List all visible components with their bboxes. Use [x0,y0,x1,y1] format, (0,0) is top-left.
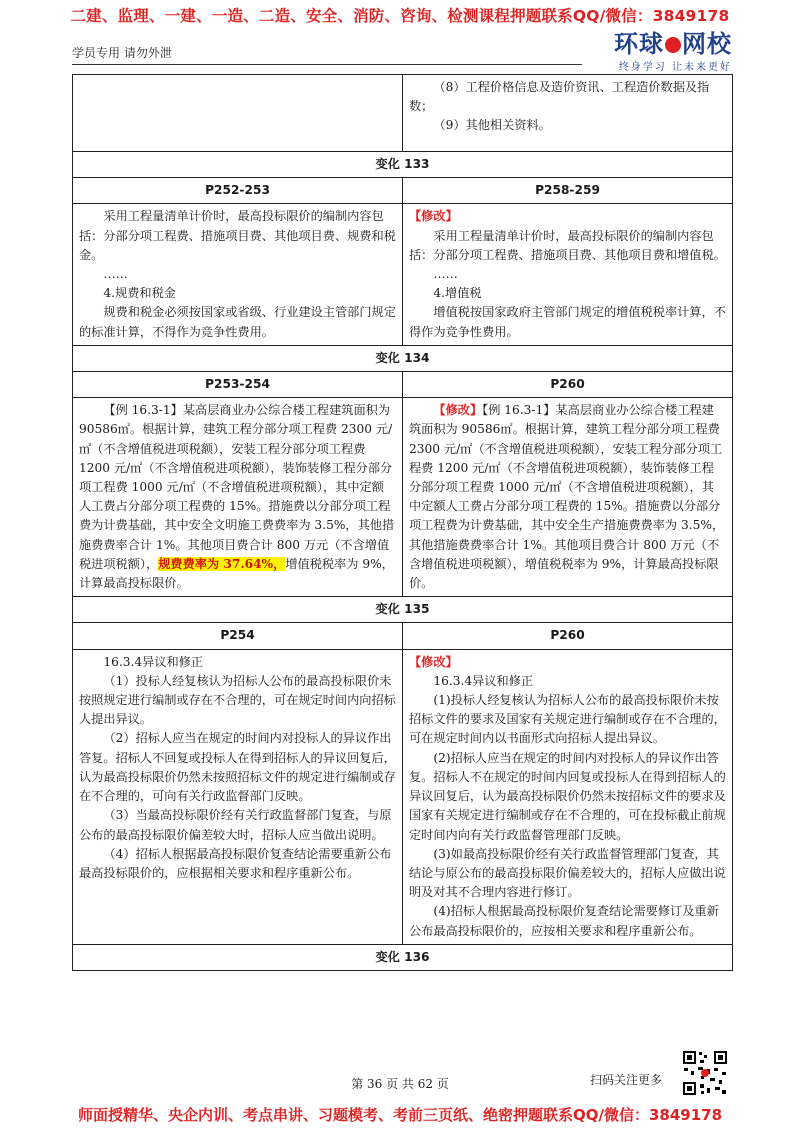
new-page-ref: P260 [403,372,733,398]
logo-wordmark [582,30,732,58]
paragraph: 规费和税金必须按国家或省级、行业建设主管部门规定的标准计算，不得作为竞争性费用。 [79,305,396,339]
table-row [73,75,733,152]
page-ref-row [73,178,733,204]
modify-tag [409,207,726,226]
paragraph: 采用工程量清单计价时，最高投标限价的编制内容包括：分部分项工程费、措施项目费、其他项目费和增值税。 [409,228,726,262]
highlighted-text: 规费费率为 37.64%， [158,556,286,571]
change-title-row [73,152,733,178]
change-title: 变化 133 [73,152,733,178]
example-text: 【例 16.3-1】某高层商业办公综合楼工程建筑面积为 90586㎡。根据计算，建筑工程分部分项工程费 2300 元/㎡（不含增值税进项税额），安装工程分部分项工程费 1200 元/㎡（不含增值税进项税额），装饰装修工程分部分项工程费 1000 元/㎡（不含增值税进项税额），其中定额人工费占分部分项工程费的 15%。措施费以分部分项工程费为计费基础，其中安全生产措施费费率为 3.5%，其他措施费费率合计 1%。其他项目费合计 800 万元（不含增值税进项税额），增值税税率为 9%，计算最高投标限价。 [409,403,725,591]
logo-dot-icon [665,37,681,53]
new-content [403,649,733,944]
paragraph: …… [103,267,128,282]
old-content [73,649,403,944]
paragraph: (4)招标人根据最高投标限价复查结论需要修订及重新公布最高投标限价的，应按相关要求和程序重新公布。 [409,904,719,938]
logo-text-a: 环球 [614,30,664,58]
top-banner: 二建、监理、一建、一造、二造、安全、消防、咨询、检测课程押题联系QQ/微信：3849178 [70,7,730,25]
table-row [73,649,733,944]
new-content [403,398,733,597]
modify-label: 【修改】 [409,209,458,224]
comparison-table [72,74,733,971]
page-number: 第 36 页 共 62 页 [351,1077,449,1091]
new-page-ref: P258-259 [403,178,733,204]
change-title: 变化 134 [73,345,733,371]
paragraph: (3)如最高投标限价经有关行政监督管理部门复查，其结论与原公布的最高投标限价偏差较大的，招标人应做出说明及对其不合理内容进行修订。 [409,846,726,900]
paragraph: （4）招标人根据最高投标限价复查结论需要重新公布最高投标限价的，应根据相关要求和程序重新公布。 [79,846,392,880]
logo-slogan: 终身学习 让未来更好 [618,62,732,73]
school-logo [582,30,732,73]
paragraph: 采用工程量清单计价时，最高投标限价的编制内容包括：分部分项工程费、措施项目费、其他项目费、规费和税金。 [79,209,396,262]
example-text: 【例 16.3-1】某高层商业办公综合楼工程建筑面积为 90586㎡。根据计算，建筑工程分部分项工程费 2300 元/㎡（不含增值税进项税额），安装工程分部分项工程费 1200 元/㎡（不含增值税进项税额），装饰装修工程分部分项工程费 1000 元/㎡（不含增值税进项税额），其中定额人工费占分部分项工程费的 15%。措施费以分部分项工程费为计费基础，其中安全文明施工费费率为 3.5%，其他措施费费率合计 1%。其他项目费合计 800 万元（不含增值税进项税额）， [79,403,395,571]
paragraph: …… [433,267,458,282]
change-title: 变化 135 [73,597,733,623]
paragraph: （1）投标人经复核认为招标人公布的最高投标限价未按照规定进行编制或存在不合理的，可在规定时间内向招标人提出异议。 [79,673,396,727]
paragraph: （3）当最高投标限价经有关行政监督部门复查，与原公布的最高投标限价偏差较大时，招标人应当做出说明。 [79,808,392,842]
modify-label: 【修改】 [433,403,483,418]
paragraph: 增值税按国家政府主管部门规定的增值税税率计算，不得作为竞争性费用。 [409,305,726,339]
paragraph: 4.增值税 [433,286,482,301]
paragraph [409,401,726,593]
old-page-ref: P253-254 [73,372,403,398]
page-ref-row [73,623,733,649]
page-ref-row [73,372,733,398]
scan-hint: 扫码关注更多 [590,1073,663,1087]
prev-cell-right [403,75,733,152]
paragraph: (1)投标人经复核认为招标人公布的最高投标限价未按招标文件的要求及国家有关规定进行编制或存在不合理的，可在规定时间内以书面形式向招标人提出异议。 [409,693,726,746]
paragraph [79,401,396,593]
paragraph: （2）招标人应当在规定的时间内对投标人的异议作出答复。招标人不回复或投标人在得到招标人的异议回复后，认为最高投标限价仍然未按照招标文件的规定进行编制或存在不合理的，可向有关行政监督部门反映。 [79,731,396,804]
header-divider [72,64,582,65]
paragraph: (2)招标人应当在规定的时间内对投标人的异议作出答复。招标人不在规定的时间内回复或投标人在得到招标人的异议回复后，认为最高投标限价仍然未按招标文件的要求及国家有关规定进行编制或存在不合理的，可在投标截止前规定时间内向有关行政监督管理部门反映。 [409,750,726,842]
old-page-ref: P254 [73,623,403,649]
paragraph: 16.3.4异议和修正 [103,654,204,669]
paragraph: 4.规费和税金 [103,286,176,301]
old-content [73,204,403,345]
modify-tag [409,653,726,672]
change-title: 变化 136 [73,944,733,970]
header-note: 学员专用 请勿外泄 [72,46,172,60]
bottom-banner: 师面授精华、央企内训、考点串讲、习题模考、考前三页纸、绝密押题联系QQ/微信：3849178 [77,1106,723,1124]
change-title-row [73,944,733,970]
paragraph: （9）其他相关资料。 [433,118,551,133]
new-content [403,204,733,345]
table-row [73,398,733,597]
page-header [72,30,732,74]
qr-code-icon [682,1050,728,1096]
old-page-ref: P252-253 [73,178,403,204]
logo-text-b: 网校 [682,30,732,58]
new-page-ref: P260 [403,623,733,649]
paragraph: （8）工程价格信息及造价资讯、工程造价数据及指数； [409,80,710,114]
table-row [73,204,733,345]
modify-label: 【修改】 [409,654,458,669]
change-title-row [73,345,733,371]
example-text-end: 增值税税率为 9%，计算最高投标限价。 [79,556,394,591]
prev-cell-left [73,75,403,152]
old-content [73,398,403,597]
change-title-row [73,597,733,623]
paragraph: 16.3.4异议和修正 [433,673,534,688]
